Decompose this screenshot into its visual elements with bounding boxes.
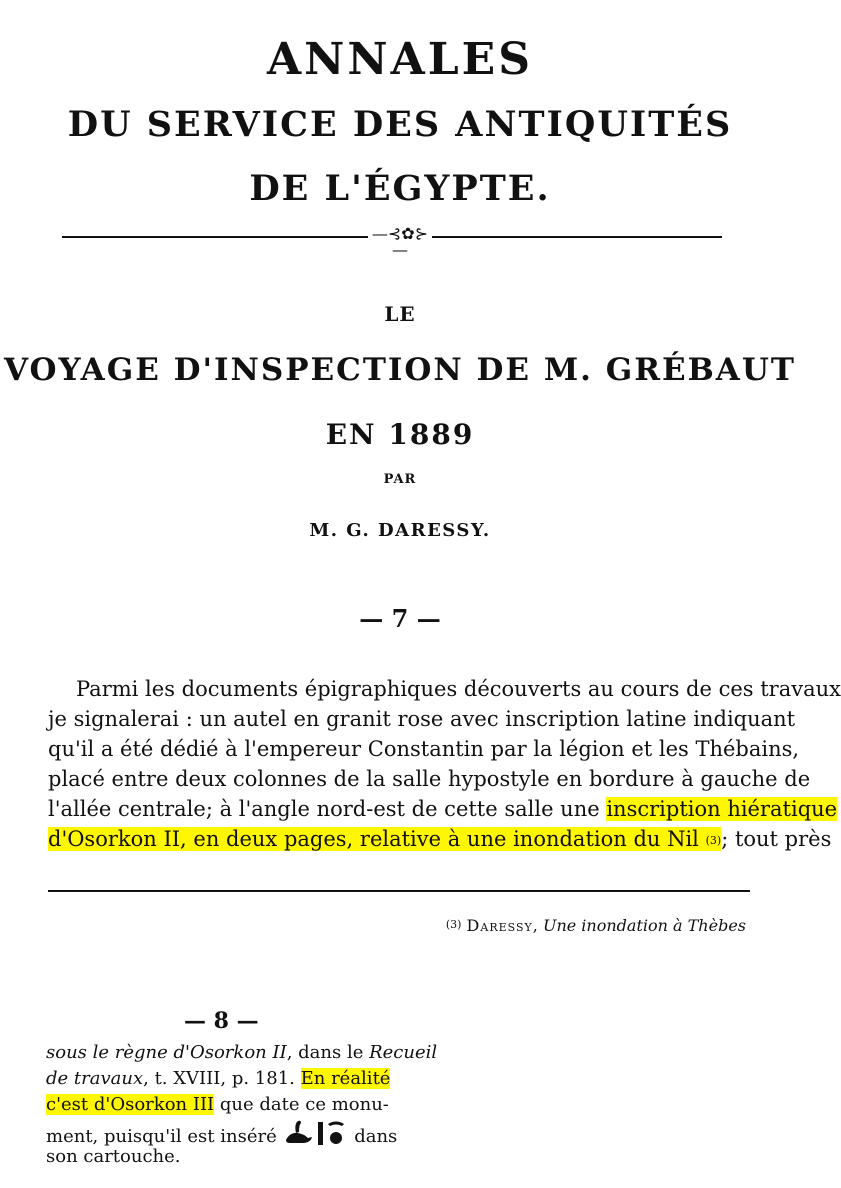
- text: , dans le: [286, 1042, 370, 1063]
- footnote-rule: [48, 890, 750, 892]
- page8-line: [46, 1066, 391, 1092]
- header-rule-right: [432, 236, 722, 238]
- page8-text: [46, 1040, 438, 1170]
- footnote-mark: (3): [445, 918, 462, 931]
- page8-line: [46, 1040, 438, 1066]
- section-number: — 7 —: [359, 604, 441, 633]
- footnote-author: Daressy: [466, 916, 533, 935]
- footnote: $^{(3)}$ Daressy, Une inondation à Thèbes: [445, 916, 746, 935]
- paragraph-line: qu'il a été dédié à l'empereur Constantin par la légion et les Thébains,: [48, 737, 800, 761]
- text: dans: [348, 1126, 398, 1147]
- italic-text: de travaux: [46, 1068, 144, 1089]
- text: ment, puisqu'il est inséré: [46, 1126, 283, 1147]
- paragraph-line: Parmi les documents épigraphiques découverts au cours de ces travaux: [76, 677, 841, 701]
- page8-number: — 8 —: [184, 1008, 259, 1034]
- article-year: EN 1889: [325, 418, 475, 451]
- paragraph-line: placé entre deux colonnes de la salle hypostyle en bordure à gauche de: [48, 767, 811, 791]
- page8-line: [46, 1092, 389, 1118]
- highlighted-text: [48, 827, 721, 851]
- ornament-divider: —⊰✿⊱—: [371, 224, 429, 259]
- page8-line: [46, 1118, 398, 1147]
- paragraph-line: je signalerai : un autel en granit rose avec inscription latine indiquant: [48, 707, 796, 731]
- paragraph-line: [48, 824, 832, 854]
- highlighted-text-body: d'Osorkon II, en deux pages, relative à une inondation du Nil: [48, 827, 699, 851]
- paragraph-text: l'allée centrale; à l'angle nord-est de cette salle une: [48, 797, 607, 821]
- article-author: M. G. DARESSY.: [309, 520, 491, 541]
- text: que date ce monu-: [214, 1094, 389, 1115]
- header-rule-left: [62, 236, 368, 238]
- footnote-title: Une inondation à Thèbes: [542, 916, 746, 935]
- journal-title-line3: DE L'ÉGYPTE.: [249, 168, 551, 209]
- duck-and-sun-hieroglyph-icon: [282, 1118, 348, 1156]
- article-title: VOYAGE D'INSPECTION DE M. GRÉBAUT: [4, 352, 796, 388]
- text: , t. XVIII, p. 181.: [143, 1068, 301, 1089]
- highlighted-text: En réalité: [300, 1068, 391, 1089]
- page8-line: son cartouche.: [46, 1146, 181, 1167]
- article-title-le: LE: [384, 302, 416, 326]
- footnote-ref: (3): [705, 834, 722, 847]
- journal-title-line1: ANNALES: [267, 34, 533, 85]
- article-par: PAR: [383, 472, 417, 487]
- main-paragraph: [48, 674, 841, 854]
- italic-text: sous le règne d'Osorkon II: [46, 1042, 287, 1063]
- paragraph-line: [48, 794, 838, 824]
- italic-text: Recueil: [369, 1042, 438, 1063]
- highlighted-text: inscription hiératique: [606, 797, 838, 821]
- journal-title-line2: DU SERVICE DES ANTIQUITÉS: [67, 104, 733, 145]
- paragraph-text: ; tout près: [721, 827, 832, 851]
- highlighted-text: c'est d'Osorkon III: [46, 1094, 215, 1115]
